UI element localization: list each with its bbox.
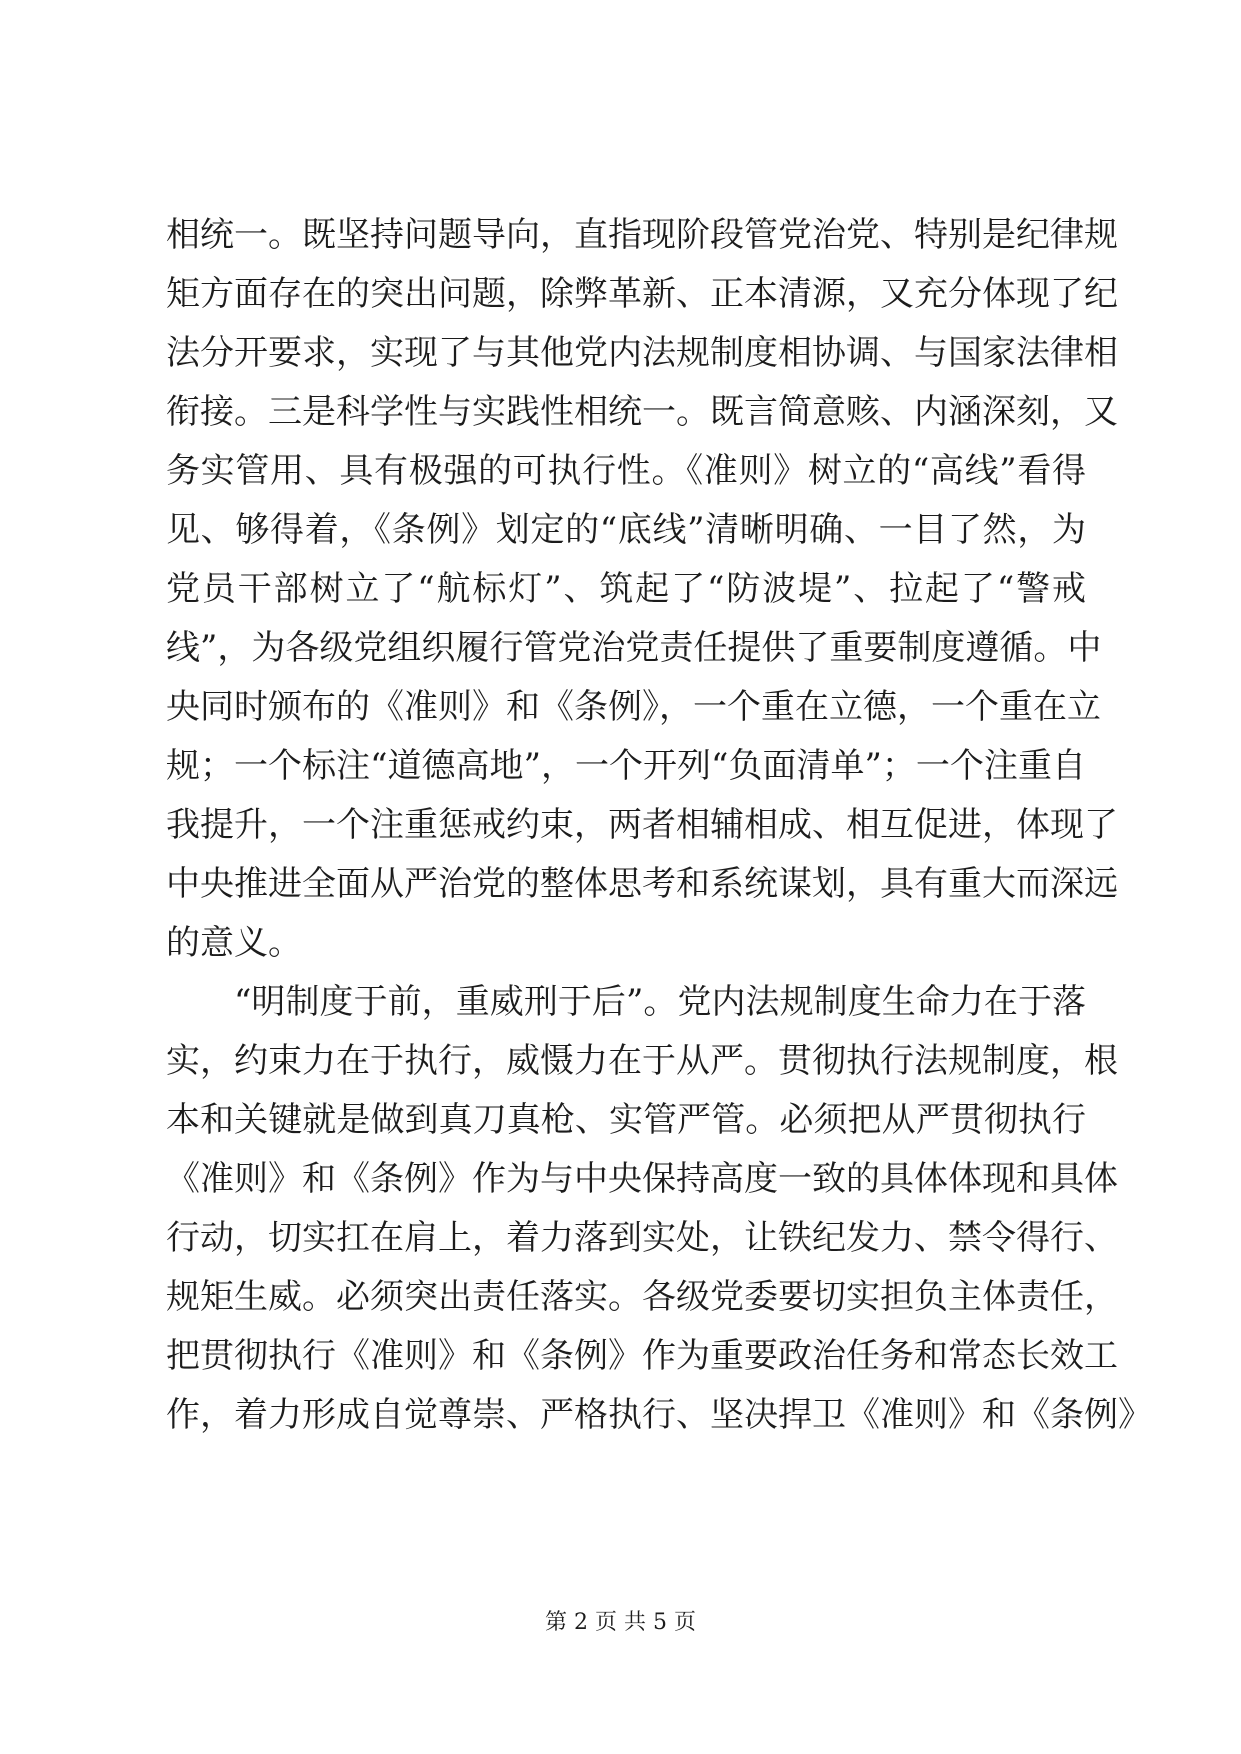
text-line: 本和关键就是做到真刀真枪、实管严管。必须把从严贯彻执行 bbox=[166, 1100, 1086, 1140]
text-line: 衔接。三是科学性与实践性相统一。既言简意赅、内涵深刻，又 bbox=[166, 392, 1118, 432]
page-number-footer: 第 2 页 共 5 页 bbox=[545, 1610, 696, 1635]
text-line: 规；一个标注“道德高地”，一个开列“负面清单”；一个注重自 bbox=[166, 746, 1086, 786]
text-line: 线”，为各级党组织履行管党治党责任提供了重要制度遵循。中 bbox=[166, 628, 1102, 668]
document-body bbox=[166, 206, 1152, 1445]
text-line: 央同时颁布的《准则》和《条例》，一个重在立德，一个重在立 bbox=[166, 687, 1101, 727]
text-line: 法分开要求，实现了与其他党内法规制度相协调、与国家法律相 bbox=[166, 333, 1118, 373]
text-line: 相统一。既坚持问题导向，直指现阶段管党治党、特别是纪律规 bbox=[166, 215, 1118, 255]
text-line: 实，约束力在于执行，威慑力在于从严。贯彻执行法规制度，根 bbox=[166, 1041, 1118, 1081]
text-line: 《准则》和《条例》作为与中央保持高度一致的具体体现和具体 bbox=[166, 1159, 1118, 1199]
text-line: 务实管用、具有极强的可执行性。《准则》树立的“高线”看得 bbox=[166, 451, 1086, 491]
text-line: 把贯彻执行《准则》和《条例》作为重要政治任务和常态长效工 bbox=[166, 1336, 1118, 1376]
text-line: 矩方面存在的突出问题，除弊革新、正本清源，又充分体现了纪 bbox=[166, 274, 1118, 314]
text-line: 的意义。 bbox=[166, 923, 302, 963]
text-line: 中央推进全面从严治党的整体思考和系统谋划，具有重大而深远 bbox=[166, 864, 1118, 904]
paragraph-first-line: “明制度于前，重威刑于后”。党内法规制度生命力在于落 bbox=[234, 982, 1086, 1022]
text-line: 见、够得着，《条例》划定的“底线”清晰明确、一目了然，为 bbox=[166, 510, 1086, 550]
text-line: 我提升，一个注重惩戒约束，两者相辅相成、相互促进，体现了 bbox=[166, 805, 1118, 845]
text-line: 党员干部树立了“航标灯”、筑起了“防波堤”、拉起了“警戒 bbox=[166, 569, 1086, 609]
text-line: 行动，切实扛在肩上，着力落到实处，让铁纪发力、禁令得行、 bbox=[166, 1218, 1118, 1258]
text-line: 规矩生威。必须突出责任落实。各级党委要切实担负主体责任， bbox=[166, 1277, 1118, 1317]
text-line: 作，着力形成自觉尊崇、严格执行、坚决捍卫《准则》和《条例》 bbox=[166, 1395, 1152, 1435]
